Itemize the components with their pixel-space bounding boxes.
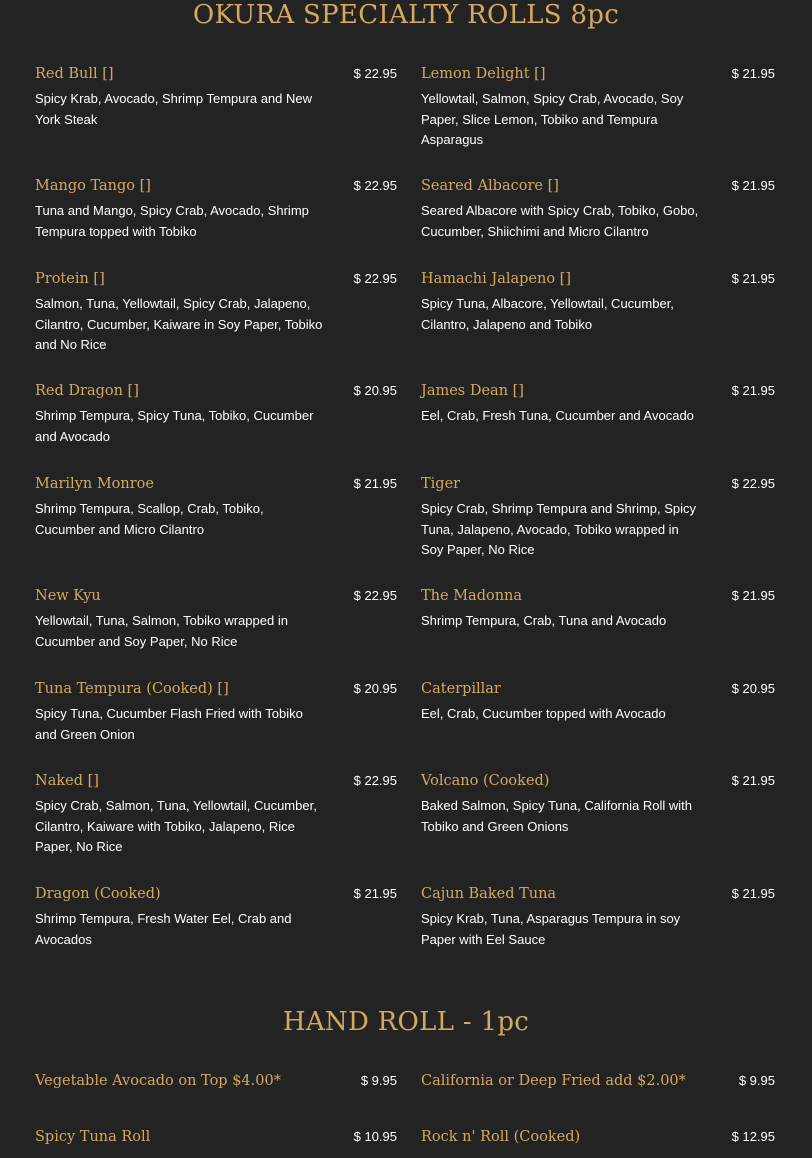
item-description: Spicy Crab, Salmon, Tuna, Yellowtail, Cucumber, Cilantro, Kaiware with Tobiko, Jalapeno, Rice Paper, No Rice (35, 798, 317, 854)
item-description: Shrimp Tempura, Spicy Tuna, Tobiko, Cucumber and Avocado (35, 408, 314, 444)
item-description: Spicy Tuna, Cucumber Flash Fried with Tobiko and Green Onion (35, 706, 303, 742)
item-price: $ 21.95 (731, 588, 775, 603)
item-price: $ 21.95 (353, 476, 397, 491)
specialty-rolls-title: OKURA SPECIALTY ROLLS 8pc (192, 0, 620, 30)
item-name: Hamachi Jalapeno [] (421, 271, 571, 287)
item-name: The Madonna (421, 588, 523, 604)
item-price: $ 21.95 (353, 886, 397, 901)
item-price: $ 21.95 (731, 66, 775, 81)
item-name: Rock n' Roll (Cooked) (421, 1129, 581, 1145)
item-price: $ 9.95 (738, 1073, 775, 1088)
item-description: Spicy Krab, Avocado, Shrimp Tempura and New York Steak (35, 91, 312, 127)
item-price: $ 21.95 (731, 886, 775, 901)
hand-roll-title: HAND ROLL - 1pc (282, 1007, 530, 1037)
item-price: $ 22.95 (353, 271, 397, 286)
item-description: Yellowtail, Salmon, Spicy Crab, Avocado, Soy Paper, Slice Lemon, Tobiko and Tempura Asparagus (421, 91, 684, 147)
item-name: Seared Albacore [] (421, 178, 559, 194)
item-name: Red Bull [] (35, 66, 114, 82)
item-name: Spicy Tuna Roll (35, 1129, 151, 1145)
item-description: Baked Salmon, Spicy Tuna, California Roll with Tobiko and Green Onions (421, 798, 692, 834)
item-price: $ 22.95 (353, 588, 397, 603)
item-price: $ 22.95 (731, 476, 775, 491)
item-description: Spicy Krab, Tuna, Asparagus Tempura in soy Paper with Eel Sauce (421, 911, 681, 947)
item-price: $ 21.95 (731, 271, 775, 286)
item-name: Marilyn Monroe (35, 476, 154, 492)
item-name: Caterpillar (421, 681, 501, 697)
item-price: $ 21.95 (731, 383, 775, 398)
item-name: Tiger (421, 476, 461, 492)
item-description: Shrimp Tempura, Scallop, Crab, Tobiko, Cucumber and Micro Cilantro (35, 501, 264, 537)
item-price: $ 21.95 (731, 773, 775, 788)
item-description: Spicy Crab, Shrimp Tempura and Shrimp, Spicy Tuna, Jalapeno, Avocado, Tobiko wrapped in Soy Paper, No Rice (421, 501, 697, 557)
item-name: Red Dragon [] (35, 383, 139, 399)
item-price: $ 20.95 (731, 681, 775, 696)
item-name: Mango Tango [] (35, 178, 151, 194)
item-description: Eel, Crab, Cucumber topped with Avocado (421, 706, 666, 721)
item-price: $ 10.95 (353, 1129, 397, 1144)
item-price: $ 12.95 (731, 1129, 775, 1144)
item-name: California or Deep Fried add $2.00* (421, 1073, 686, 1089)
item-price: $ 21.95 (731, 178, 775, 193)
item-price: $ 22.95 (353, 66, 397, 81)
item-description: Yellowtail, Tuna, Salmon, Tobiko wrapped in Cucumber and Soy Paper, No Rice (35, 613, 288, 649)
item-name: Protein [] (35, 271, 105, 287)
item-description: Tuna and Mango, Spicy Crab, Avocado, Shrimp Tempura topped with Tobiko (35, 203, 309, 239)
item-description: Shrimp Tempura, Crab, Tuna and Avocado (421, 613, 667, 628)
item-name: Naked [] (35, 773, 99, 789)
item-description: Shrimp Tempura, Fresh Water Eel, Crab and Avocados (35, 911, 292, 947)
item-name: James Dean [] (421, 383, 524, 399)
item-name: New Kyu (35, 588, 101, 604)
item-description: Salmon, Tuna, Yellowtail, Spicy Crab, Jalapeno, Cilantro, Cucumber, Kaiware in Soy Paper, Tobiko and No Rice (35, 296, 323, 352)
item-description: Spicy Tuna, Albacore, Yellowtail, Cucumber, Cilantro, Jalapeno and Tobiko (421, 296, 674, 332)
item-name: Lemon Delight [] (421, 66, 546, 82)
item-name: Tuna Tempura (Cooked) [] (35, 681, 229, 697)
item-name: Dragon (Cooked) (35, 886, 161, 902)
item-name: Cajun Baked Tuna (421, 886, 557, 902)
item-name: Volcano (Cooked) (421, 773, 550, 789)
item-price: $ 20.95 (353, 383, 397, 398)
item-name: Vegetable Avocado on Top $4.00* (35, 1073, 281, 1089)
item-price: $ 9.95 (360, 1073, 397, 1088)
item-description: Eel, Crab, Fresh Tuna, Cucumber and Avocado (421, 408, 694, 423)
item-price: $ 20.95 (353, 681, 397, 696)
item-price: $ 22.95 (353, 773, 397, 788)
item-price: $ 22.95 (353, 178, 397, 193)
item-description: Seared Albacore with Spicy Crab, Tobiko, Gobo, Cucumber, Shiichimi and Micro Cilantro (421, 203, 699, 239)
